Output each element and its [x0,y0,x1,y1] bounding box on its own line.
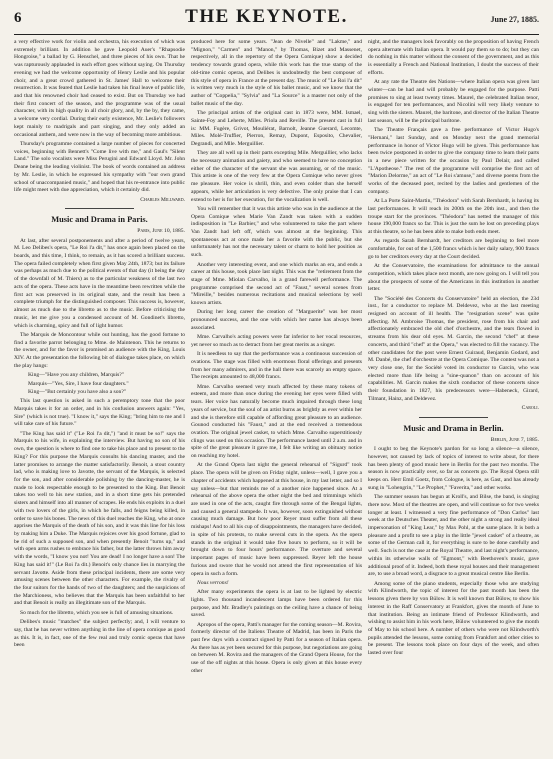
paragraph: night, and the managers look favorably on the proposition of having French opera alternate with Italian opera. It would pay them so to do; but they can do nothing in this matter without the consent of the government, and as this is essentially a French and National Institution, I doubt the success of their efforts. [368,39,539,76]
divider [65,208,133,209]
issue-date: June 27, 1885. [490,15,539,24]
paragraph: Delibes's music "matches" the subject perfectly; and, I will venture to say, that he has never written anything in the line of opera comique as good as this. It is, in fact, one of the few real and truly comic operas that have been [14,619,185,649]
masthead-title: THE KEYNOTE. [185,6,348,27]
paragraph: produced here for some years. "Jean de Nivelle" and "Lakme," and "Mignon," "Carmen" and "Manon," by Thomas, Bizet and Massenet, respectively, all in the repertory of the Opera Comique) show a decided tendency towards grand opera, while this work has the true stamp of the old-time comic operas, and Delibes is undoubtedly the best composer of this style of opera in France at the present day. The music of "Le Roi l'a dit" is written very much in the style of his ballet music, and we know that the author of "Coppelia," "Sylvia" and "La Source" is a master not only of the ballet music of the day. [191,39,362,107]
paragraph: The Marquis de Moncontour while out hunting, has the good fortune to find a favorite parrot belonging to Mme. de Maintenon. This he returns to the owner, and for the favor is promised an audience with the King, Louis XIV. At the presentation the following bit of dialogue takes place, on which the play hangs: [14,331,185,369]
column-2 [191,39,362,751]
section-heading-paris: Music and Drama in Paris. [51,215,148,225]
dateline: Berlin, June 7, 1885. [490,436,539,443]
paragraph: The principal artists of the original cast in 1873 were, MM. Ismael, Sainte-Foy and Leherte, Miles. Priola and Reville. The present cast in full is: MM. Fugère, Grivot, Mouliérat, Barnolt, Jeanne Guerard, Lecomte, Miles. Molé-Truffier, Pierron, Remay, Dupont, Esposito, Chevalier, Degrandi, and Mlle. Merguillier. [191,110,362,147]
page-header [14,6,539,32]
paragraph: As regards Sarah Bernhardt, her creditors are beginning to feel more comfortable, for out of the 1,500 francs which is her daily salary, 900 francs go to her creditors every day at the Court decided. [368,238,539,260]
paragraph: I ought to beg the Keynote's pardon for so long a silence—a silence, however, not caused by lack of topics of interest to write about, for there has been plenty of good music here in Berlin for the past two months. The season is now practically over, so far as concerts go. The Royal Opera still keeps on. Herr Emil Goetz, from Cologne, is here, as Gast, and has already sung in "Lohengrin," "Le Prophet," "Faverita," and other works. [368,446,539,491]
paragraph: You will remember that it was this artiste who was in the audience at the Opera Comique when Marie Van Zandt was taken with a sudden indisposition in "Le Barbier," and who volunteered to take the part where Van Zandt had left off, which was almost at the beginning. This spontaneous act at once made her a favorite with the public, but she unfortunately has not the necessary talent or charm to hold her position as such. [191,205,362,259]
paragraph: Nous verrons! [197,579,229,586]
paragraph: a very effective work for violin and orchestra, his execution of which was extremely brilliant. In addition he gave Leopold Auer's "Rhapsodie Hongroise," a ballad by G. Henschel, and three pieces of his own. That he was rapturously applauded in each effort goes without saying. On Thursday evening we had the welcome opportunity of Henry Leslie and his popular choir, and a great crowd gathered in St. James' Hall to welcome their resurrection. It was feared that Leslie had taken his final leave of public life, and that his renowned choir had ceased to exist. But on Thursday we had their first concert of the season, and the programme was of the usual character, with its high quality in all choir glory, and, by the by, they came, a welcome very cordial. During their early existence, Mr. Leslie's followers kept mainly to madrigals and part singing, and they only added an occasional anthem, and were now in the way of becoming more ambitious. [14,39,185,138]
paragraph: So much for the libretto, which you see is full of amusing situations. [20,609,174,616]
signature: Charles Millward. [140,196,185,203]
paragraph: This last question is asked in such a peremptory tone that the poor Marquis takes it for an order, and in his confusion answers again: "Yes, Sire" (which is not true). "I know it," says the King; "bring him to me and I will take care of his future." [14,398,185,428]
paragraph: The Theatre Français gave a free performance of Victor Hugo's "Hernani," last Sunday, and on Monday next the grand memorial performance in honor of Victor Hugo will be given. This performance has been twice postponed in order to give the company time to learn their parts in a new piece written for the occasion by Paul Delair, and called "L'Apotheose." The rest of the programme will comprise the first act of "Marion Delorme," an act of "Le Roi s'amuse," and diverse poems from the works of the deceased poet, recited by the ladies and gentlemen of the company. [368,127,539,195]
divider [419,417,487,418]
header-rule [14,34,539,35]
section-heading-berlin: Music and Drama in Berlin. [403,423,504,433]
paragraph: The summer season has begun at Kroll's, and Bilse, the band, is singing there now. Most of the theatres are open, and will continue so for two weeks longer at least. I witnessed a very fine performance of "Don Carlos" last week at the Deutsches Theater, and the other night a strong and really ideal impersonation of "King Lear," by Max Pohl, at the same place. It is both a pleasure and a profit to see a play in the little "jewel casket" of a theatre, as some of the German call it, for everything is sure to be done carefully and well. Such is not the case at the Royal Theatre, and last night's performance, within its otherwise walls of "Egmont," with Beethoven's music, gave additional proof of it. Indeed, both these royal houses and their management are, to use a broad word, a disgrace to a great musical centre like Berlin. [368,494,539,578]
paragraph: Thursday's programme contained a large number of pieces for concerted voices, beginning with Bennett's "Come live with me," and Gaul's "Silent Land." The solo vocalists were Miss Perugini and Edward Lloyd. Mr. John Deane being the leading violinist. The book of words contained an address by Mr. Leslie, in which he expressed his sympathy with "our own grand school of unaccompanied music," and hoped that his re-entrance into public life might meet with due appreciation, which it certainly did. [14,140,185,194]
paragraph: After many experiments the opera is at last to be lighted by electric lights. Two thousand incandescent lamps have been ordered for this purpose, and Mr. Bradley's paintings on the ceiling have a chance of being saved. [191,589,362,619]
signature: Caroli. [521,405,539,412]
paragraph: The "Société des Concerts du Conservatoire" held an election, the 23d inst., for a conductor to replace M. Deldevez, who at the last meeting resigned on account of ill health. The "resignation scene" was quite affecting. M. Ambroise Thomas, the president, rose from his chair and affectionately embraced the old chef d'orchestre, and the tears flowed in streams from his dear old eyes. M. Garcin, the second "chef" at these concerts, and third "chef" at the Opera," was elected to fill the vacancy. The other candidates for the post were Ernest Guiraud, Benjamin Godard, and M. Danbé, the chef d'orchestre at the Opera Comique. The contest was not a very close one, for the Société voted its conductor to Garcin, who was elected more than life being a "sine-quanon" than on account of his capabilities. M. Garcin makes the sixth conductor of these concerts since their foundation in 1827, his predecessors were—Habeneck, Girard, Tilmant, Hainz, and Deldevez. [368,295,539,402]
paragraph: During her long career the creation of "Marguerite" was her most pronounced success, and the one with which her name has always been associated. [191,309,362,331]
paragraph: At the Grand Opera last night the general rehearsal of "Sigurd" took place. The opera will be given on Friday night, unless—well, I gave you a chapter of accidents which happened at this house, in my last letter, and so I say unless—but that reminds me of a another nice happened since. At a rehearsal of the above opera the other night the bed and trimmings which are used in one of the acts, caught fire through some of the Bengal lights, and caused a general stampede. It was, however, soon extinguished without causing much damage. But how poor Reyer must suffer from all these mishaps! And to all his cup of disappointments, the managers have decided, in spite of his protests, to make several cuts in the opera. As the opera stands in the original it would take five hours to perform, so it will be brought down to four hours' performance. The overture and several important pages of music have been suppressed. Reyer left the house furious and swore that he would not attend the first representation of his opera in such a form. [191,462,362,577]
dialogue-line: King—"Have you any children, Marquis?" [28,372,125,378]
column-3 [368,39,539,751]
dialogue-line: King—"But certainly you have also a son?" [28,389,127,396]
dialogue-line: Marquis—"Yes, Sire, I have four daughters." [28,380,129,387]
paragraph: At the Conservatoire, the examinations for admittance to the annual competition, which takes place next month, are now going on. I will tell you about the prospects of some of the Americans in this institution in another letter. [368,263,539,293]
column-1 [14,39,185,751]
paragraph: At last, after several postponements and after a period of twelve years, M. Leo Delibes's opera, "Le Roi l'a dit," has once again been placed on the boards, and this time, I think, to remain, as it has scored a brilliant success. The opera failed completely when first given May 24th, 1873; but its failure was perhaps as much due to the political events of that day (it being the day of the downfall of M. Thiers) as to the particular weakness of the last two acts of the opera. These acts have in the meantime been rewritten while the first act was preserved in its original state, and the result has been a complete triumph for the distinguished composer. This success is, however, almost as much due to the libretto as to the music. Before criticising the music, let me give you a condensed account of M. Gondinet's libretto, which is charming, spicy and full of light humor. [14,237,185,329]
paragraph: Mme. Carvalho seemed very much affected by these many tokens of esteem, and more than once during the evening her eyes were filled with tears. Her voice has naturally become much impaired through these long years of service, but the soul of an artist burns as brightly as ever within her and she is therefore still capable of affording great pleasure to an audience. Gounod conducted his "Faust," and at the end received a tremendous ovation. The original jewel casket, to which Mme. Carvalho superstitiously clings was used on this occasion. The performance lasted until 2 a.m. and in spite of the great pleasure it gave me, I felt like writing an obituary notice on reaching my hotel. [191,383,362,460]
page-number: 6 [14,10,22,26]
paragraph: Apropos of the opera, Patti's manager for the coming season—M. Rovira, formerly director of the Italiens Theatre of Madrid, has been in Paris the past few days with a contract signed by Patti for a season of Italian opera. As there has as yet been secured for this purpose, but negotiations are going on between M. Rovira and the managers of the Grand Opera House, for the use of the off nights at this house. Opera is only given at this house every other [191,621,362,674]
paragraph: They are all well up in their parts excepting Mile. Merguillier, who lacks the necessary animation and gaiety, and who seemed to have no conception either of the character of the servant she was assuming, or of the music. This artiste is one of the very few at the Opera Comique who never gives me pleasure. Her voice is shrill, thin, and even colder than she herself appears, while her articulation is very defective. The only praise that I can extend to her is for her execution, for the vocalization is well. [191,150,362,203]
paragraph: Another very interesting event, and one which marks an era, and ends a career at this house, took place last night. This was the "retirement from the stage of Mme. Miolan Carvalho, in a grand farewell performance. The programme comprised the second act of "Faust," several scenes from "Mireille," besides numerous recitations and musical selections by well known artists. [191,261,362,307]
paragraph: "The King has said it" ("Le Roi l'a dit,") "and it must be so!" says the Marquis to his wife, in explaining the interview. But having no son of his own, the question is where to find one to take his place and to present to the King? For this purpose the Marquis consults his dancing master, and the latter promises to arrange the matter satisfactorily. Benoit, a stout country lad, who is making love to Javotte, the servant of the Marquis, is selected for the son, and after considerable polishing by the dancing-master, he is made to look respectable enough to be presented to the King. But Benoit takes too well to his new station, and in a short time gets his pretended sisters and himself into all manner of scrapes. He ends his exploits in a duel with two lovers of the girls, in which he falls, and feigns being killed, in order to save his bones. The news of this duel reaches the King, who at once apprises the Marquis of the death of his son, and it was this line for his loss by making him a Duke. The Marquis rejoices over his good fortune, glad to be rid of such a supposed son, and when presently Benoit "turns up," and with open arms rushes to embrace his father, but the latter throws him away with the words, "I know you not! You are dead! I no longer have a son! The King has said it!" (Le Roi l'a dit.) Benoit's only chance lies in marrying the servant Javotte. Aside from these principal incidents, there are some very amusing scenes between the other characters. For example, the rivalry of the four suitors for the hands of two of the daughters; and the suspicions of the Marchioness, who believes that the Marquis has been unfaithful to her and that Benoit is really an illegitimate son of the Marquis. [14,430,185,607]
paragraph: At La Porte Saint-Martin, "Théodora" with Sarah Bernhardt, is having its last performances. It will reach its 200th on the 20th inst., and then the troupe start for the provinces. "Théodora" has netted the manager of this house 190,000 francs so far. This is just the sum he lost on preceding plays at this theatre, so he has been able to make both ends meet. [368,198,539,236]
paragraph: Among some of the piano students, especially those who are studying with Klindworth, the topic of interest for the past month has been the lessons given there by von Bülow. It is well known that Bülow, to show his interest in the Raff Conservatory at Frankfort, gives the month of June to that institution. Being an intimate friend of Professor Klindworth, and wishing to assist him in his work here, Bülow volunteered to give the month of May to his school here. A number of others who were not Klindworth's pupils attended the lessons, some coming from Frankfort and other cities to be present. The lessons took place on four days of the week, and often lasted over four [368,580,539,657]
article-columns [14,39,539,751]
paragraph: Mme. Carvalho's acting powers were far inferior to her vocal resources, yet never so much as to detract from her great merits as a singer. [191,334,362,348]
paragraph: At any rate the Theatre des Nations—where Italian opera was given last winter—can be had and will probably be engaged for the purpose. Patti promises to sing at least twenty times. Maurel, the celebrated Italian tenor, is engaged for ten performances, and Nicolini will very likely venture to sing with the sisters. Maurel, the baritone, and director of the Italian Theatre last season, will be the principal baritone. [368,79,539,124]
dateline: Paris, June 10, 1885. [137,227,185,234]
paragraph: It is needless to say that the performance was a continuous succession of ovations. The stage was filled with enormous floral offerings and presents from her many admirers, and in the hall there was scarcely an empty space. The receipts amounted to 48,000 francs. [191,351,362,381]
